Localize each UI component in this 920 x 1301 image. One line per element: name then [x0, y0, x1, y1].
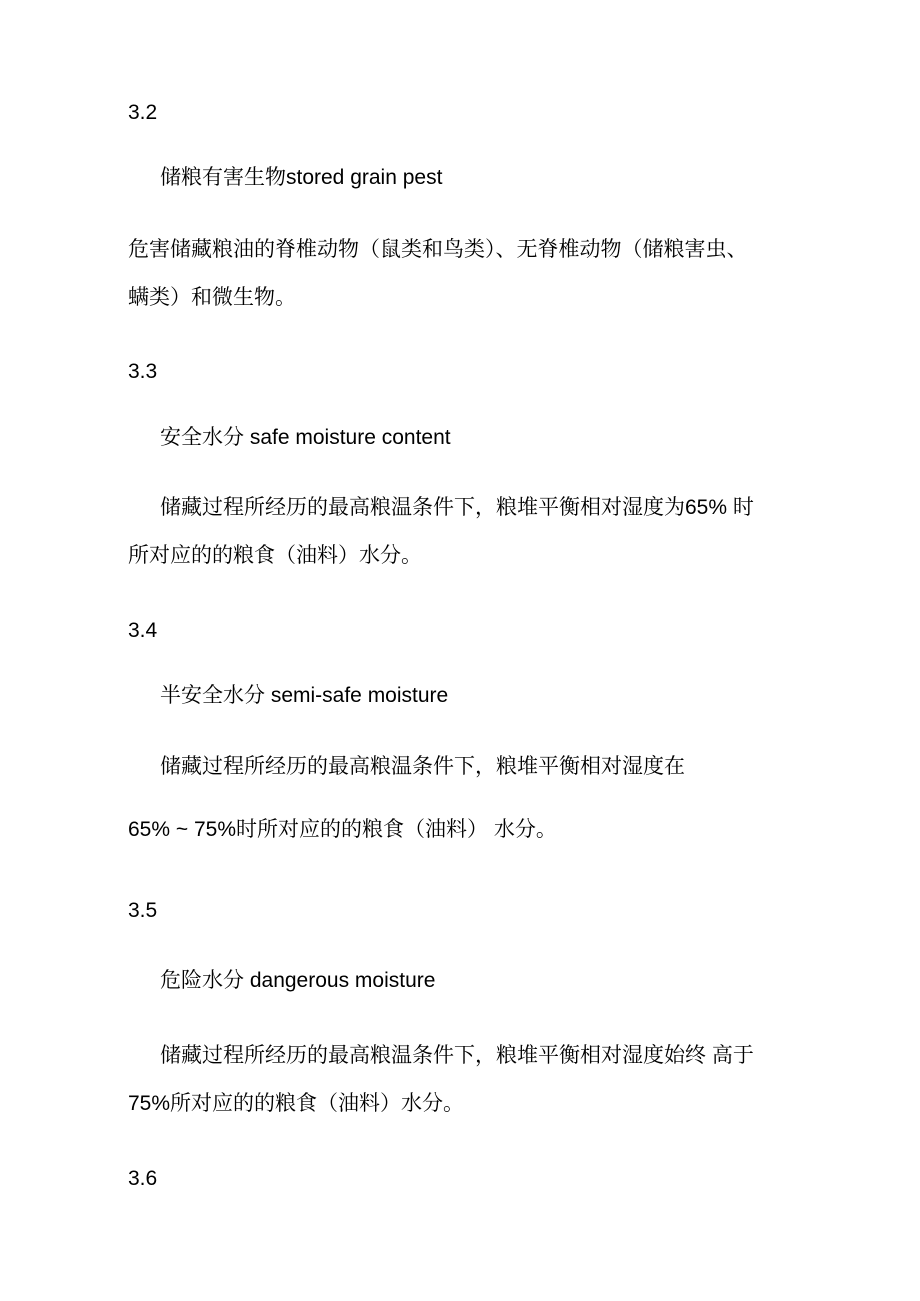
- term-heading: 安全水分 safe moisture content: [160, 426, 451, 449]
- section-number: 3.2: [128, 101, 158, 124]
- definition-line: 储藏过程所经历的最高粮温条件下，粮堆平衡相对湿度在: [160, 755, 685, 778]
- definition-line: 储藏过程所经历的最高粮温条件下，粮堆平衡相对湿度为65% 时: [160, 496, 754, 519]
- section-number: 3.6: [128, 1167, 158, 1190]
- definition-line: 所对应的的粮食（油料）水分。: [128, 544, 422, 567]
- term-heading: 危险水分 dangerous moisture: [160, 969, 436, 992]
- definition-line: 65% ~ 75%时所对应的的粮食（油料） 水分。: [128, 818, 557, 841]
- section-number: 3.5: [128, 899, 158, 922]
- section-number: 3.4: [128, 619, 158, 642]
- section-number: 3.3: [128, 360, 158, 383]
- definition-line: 储藏过程所经历的最高粮温条件下，粮堆平衡相对湿度始终 高于: [160, 1044, 754, 1067]
- definition-line: 危害储藏粮油的脊椎动物（鼠类和鸟类）、无脊椎动物（储粮害虫、: [128, 238, 748, 261]
- term-heading: 储粮有害生物stored grain pest: [160, 166, 443, 189]
- definition-line: 螨类）和微生物。: [128, 286, 296, 309]
- term-heading: 半安全水分 semi-safe moisture: [160, 684, 449, 707]
- definition-line: 75%所对应的的粮食（油料）水分。: [128, 1092, 465, 1115]
